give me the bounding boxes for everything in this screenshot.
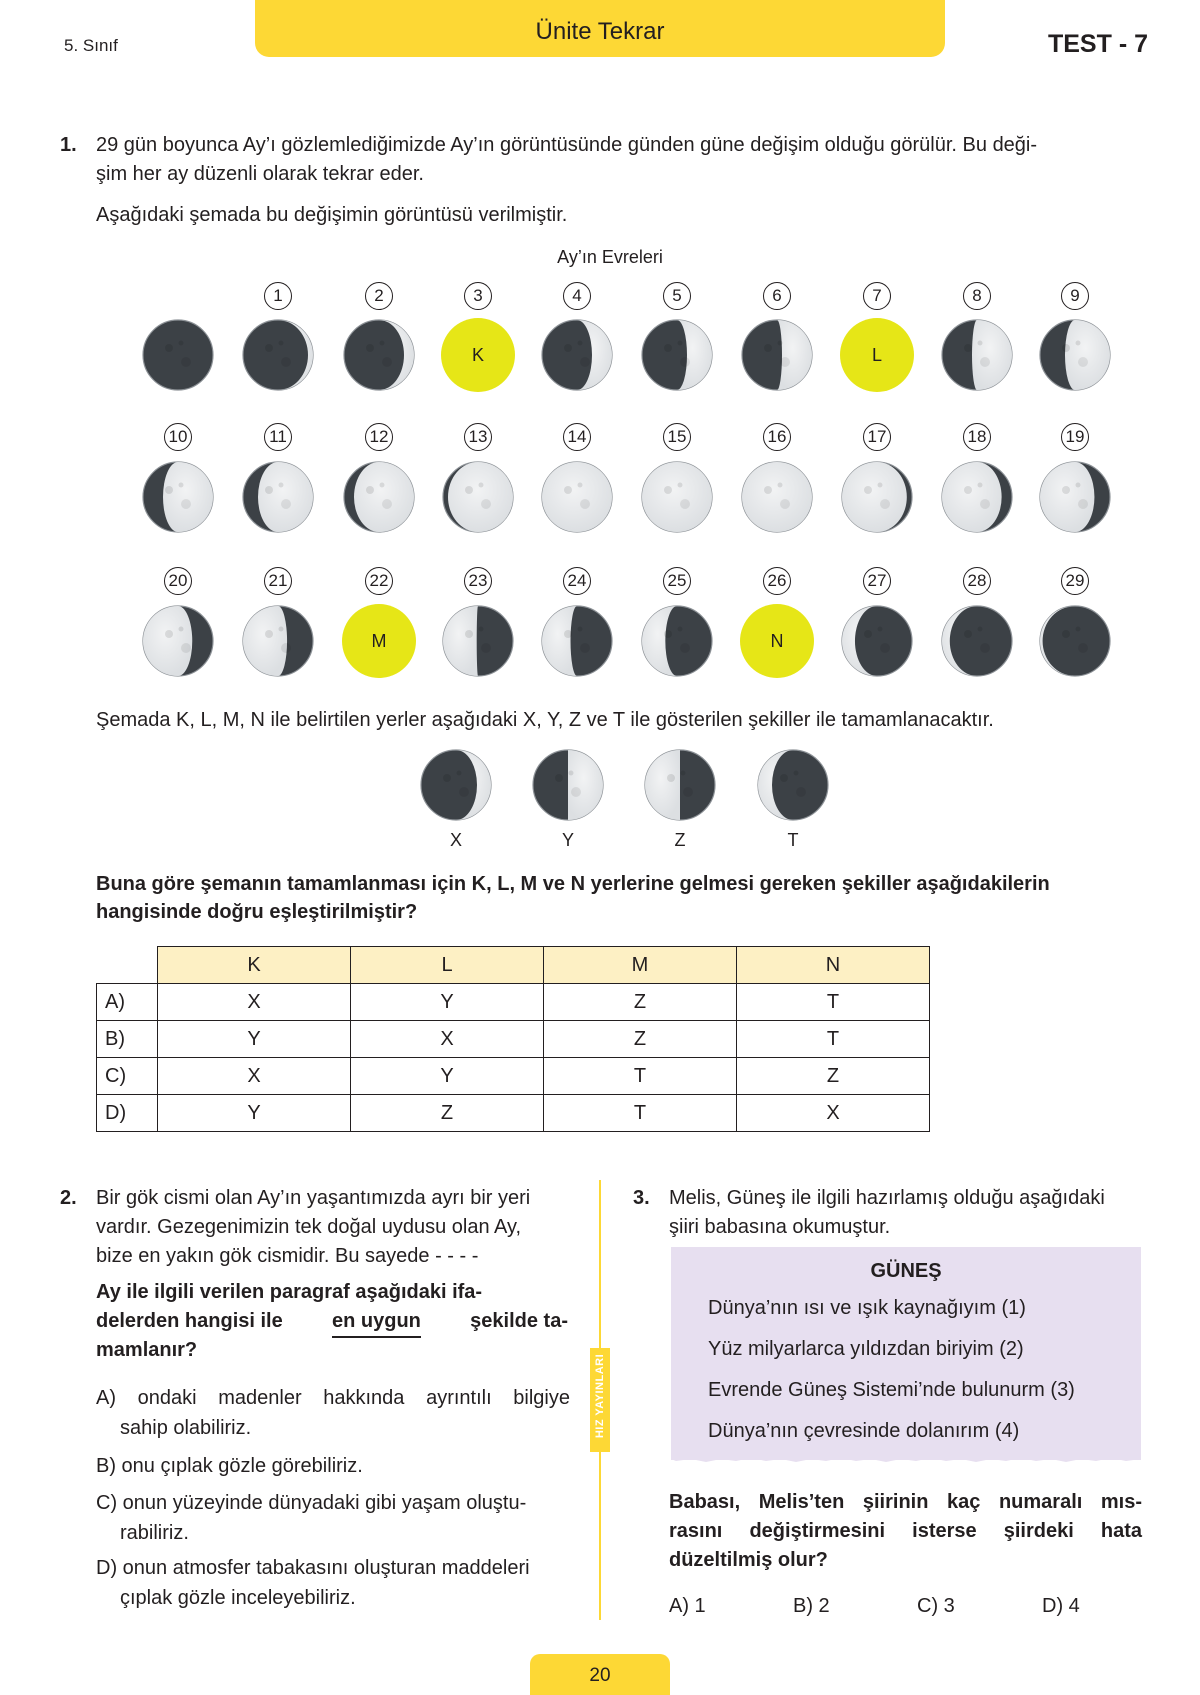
table-cell: Y — [351, 1058, 544, 1095]
phase-number: 10 — [164, 423, 192, 451]
q3-text-line1: Melis, Güneş ile ilgili hazırlamış olduğu aşağıdaki — [669, 1187, 1105, 1209]
table-cell: Z — [737, 1058, 930, 1095]
q3-text-line2: şiiri babasına okumuştur. — [669, 1216, 891, 1238]
placeholder-letter: K — [471, 345, 484, 365]
table-header: L — [351, 947, 544, 984]
phase-number: 1 — [264, 282, 292, 310]
moon-phase-icon — [342, 318, 416, 392]
table-cell: T — [737, 984, 930, 1021]
q1-intro-line1: 29 gün boyunca Ay’ı gözlemlediğimizde Ay’ın görüntüsünde günden güne değişim olduğu görülür. Bu deği- — [96, 134, 1038, 156]
moon-phase-icon — [840, 460, 914, 534]
moon-phase-icon — [141, 460, 215, 534]
placeholder-letter: N — [770, 631, 784, 651]
q2-question-line2 — [96, 1307, 568, 1338]
phase-number: 2 — [365, 282, 393, 310]
phase-number: 21 — [264, 567, 292, 595]
phase-number: 11 — [264, 423, 292, 451]
moon-phase-icon — [940, 604, 1014, 678]
row-label: A) — [97, 984, 158, 1021]
answer-table — [96, 946, 930, 1132]
option-moon-icon — [756, 748, 830, 822]
phase-number: 6 — [763, 282, 791, 310]
table-row[interactable] — [97, 1058, 930, 1095]
phase-number: 9 — [1061, 282, 1089, 310]
q2-question-line3: mamlanır? — [96, 1339, 198, 1361]
q1-intro-line2: şim her ay düzenli olarak tekrar eder. — [96, 163, 424, 185]
table-row[interactable] — [97, 1021, 930, 1058]
table-cell: X — [737, 1095, 930, 1132]
poem-line-2: Yüz milyarlarca yıldızdan biriyim (2) — [708, 1338, 1024, 1360]
poem-title: GÜNEŞ — [870, 1260, 942, 1282]
poem-torn-edge — [671, 1455, 1141, 1463]
q1-intro-line3: Aşağıdaki şemada bu değişimin görüntüsü verilmiştir. — [96, 204, 568, 226]
phase-number: 23 — [464, 567, 492, 595]
table-cell: Z — [351, 1095, 544, 1132]
q2-option-d[interactable]: D) onun atmosfer tabakasını oluşturan maddeleri — [96, 1557, 530, 1579]
moon-phase-icon — [241, 460, 315, 534]
phase-number: 14 — [563, 423, 591, 451]
q2-option-b[interactable]: B) onu çıplak gözle görebiliriz. — [96, 1455, 363, 1477]
table-cell: X — [158, 1058, 351, 1095]
phase-number: 8 — [963, 282, 991, 310]
moon-phase-icon — [241, 604, 315, 678]
q2-option-c-cont: rabiliriz. — [120, 1522, 189, 1544]
q2-text-line1: Bir gök cismi olan Ay’ın yaşantımızda ayrı bir yeri — [96, 1187, 531, 1209]
q3-option-c[interactable]: C) 3 — [917, 1595, 955, 1617]
phase-number: 25 — [663, 567, 691, 595]
phase-number: 15 — [663, 423, 691, 451]
row-label: D) — [97, 1095, 158, 1132]
poem-line-1: Dünya’nın ısı ve ışık kaynağıyım (1) — [708, 1297, 1026, 1319]
phase-number: 29 — [1061, 567, 1089, 595]
q3-option-d[interactable]: D) 4 — [1042, 1595, 1080, 1617]
page-number: 20 — [589, 1665, 611, 1686]
phase-number: 3 — [464, 282, 492, 310]
q3-question-line3: düzeltilmiş olur? — [669, 1549, 828, 1571]
phase-number: 19 — [1061, 423, 1089, 451]
moon-phase-icon — [540, 318, 614, 392]
table-cell: T — [737, 1021, 930, 1058]
q2-option-a[interactable]: A) ondaki madenler hakkında ayrıntılı bilgiye — [96, 1387, 570, 1409]
phase-number: 17 — [863, 423, 891, 451]
phase-number: 5 — [663, 282, 691, 310]
moon-phase-icon — [540, 604, 614, 678]
phase-number: 28 — [963, 567, 991, 595]
phase-number: 4 — [563, 282, 591, 310]
phase-number: 12 — [365, 423, 393, 451]
option-moon-icon — [643, 748, 717, 822]
moon-phase-icon — [141, 604, 215, 678]
table-row[interactable] — [97, 984, 930, 1021]
poem-line-3: Evrende Güneş Sistemi’nde bulunurm (3) — [708, 1379, 1075, 1401]
publisher-tag — [590, 1348, 610, 1452]
row-label: B) — [97, 1021, 158, 1058]
q3-option-b[interactable]: B) 2 — [793, 1595, 830, 1617]
option-moon-label: Y — [561, 830, 574, 850]
phase-number: 7 — [863, 282, 891, 310]
moon-phase-icon — [540, 460, 614, 534]
moon-phase-icon — [342, 460, 416, 534]
option-moon-label: X — [449, 830, 462, 850]
q2-option-c[interactable]: C) onun yüzeyinde dünyadaki gibi yaşam oluştu- — [96, 1492, 527, 1514]
q2-question-line2-a: delerden hangisi ile — [96, 1310, 283, 1332]
moon-phase-icon — [141, 318, 215, 392]
table-cell: T — [544, 1058, 737, 1095]
q2-number: 2. — [60, 1187, 77, 1209]
q2-text-line3: bize en yakın gök cismidir. Bu sayede - - - - — [96, 1245, 479, 1267]
table-header: M — [544, 947, 737, 984]
table-row[interactable] — [97, 1095, 930, 1132]
phase-number: 20 — [164, 567, 192, 595]
moon-phase-icon — [740, 460, 814, 534]
q2-emphasis: en uygun — [332, 1307, 421, 1338]
moon-phase-icon — [441, 460, 515, 534]
moon-phase-icon — [1038, 604, 1112, 678]
moon-phase-icon — [940, 318, 1014, 392]
moon-phase-icon — [940, 460, 1014, 534]
moon-phase-icon — [740, 318, 814, 392]
option-moon-label: Z — [674, 830, 686, 850]
publisher-tag-text: HIZ YAYINLARI — [594, 1353, 606, 1439]
moon-phase-icon — [1038, 460, 1112, 534]
table-cell: X — [351, 1021, 544, 1058]
phase-number: 22 — [365, 567, 393, 595]
table-header: N — [737, 947, 930, 984]
placeholder-letter: M — [371, 631, 387, 651]
q1-number: 1. — [60, 134, 77, 156]
row-label: C) — [97, 1058, 158, 1095]
table-cell: Z — [544, 1021, 737, 1058]
option-moon-label: T — [787, 830, 799, 850]
phase-number: 18 — [963, 423, 991, 451]
table-header: K — [158, 947, 351, 984]
moon-phase-icon — [640, 604, 714, 678]
placeholder-letter: L — [871, 345, 882, 365]
moon-phase-icon — [640, 460, 714, 534]
option-moon-icon — [531, 748, 605, 822]
unit-title: Ünite Tekrar — [535, 18, 665, 45]
q2-question-line1: Ay ile ilgili verilen paragraf aşağıdaki ifa- — [96, 1281, 483, 1303]
table-cell: X — [158, 984, 351, 1021]
q2-question-line2-c: şekilde ta- — [470, 1310, 568, 1332]
phase-number: 24 — [563, 567, 591, 595]
table-cell: T — [544, 1095, 737, 1132]
q1-question-line1: Buna göre şemanın tamamlanması için K, L, M ve N yerlerine gelmesi gereken şekiller aşağıdakilerin — [96, 873, 1050, 895]
table-corner — [97, 947, 158, 984]
q3-option-a[interactable]: A) 1 — [669, 1595, 706, 1617]
phase-number: 26 — [763, 567, 791, 595]
q2-option-d-cont: çıplak gözle inceleyebiliriz. — [120, 1587, 356, 1609]
phase-number: 13 — [464, 423, 492, 451]
table-cell: Y — [158, 1095, 351, 1132]
q1-instruction: Şemada K, L, M, N ile belirtilen yerler aşağıdaki X, Y, Z ve T ile gösterilen şekiller ile tamamlanacaktır. — [96, 709, 994, 731]
moon-phase-icon — [441, 604, 515, 678]
poem-line-4: Dünya’nın çevresinde dolanırım (4) — [708, 1420, 1020, 1442]
phase-number: 27 — [863, 567, 891, 595]
q3-question-line1: Babası, Melis’ten şiirinin kaç numaralı mıs- — [669, 1491, 1142, 1513]
test-label: TEST - 7 — [1047, 30, 1148, 58]
diagram-title: Ay’ın Evreleri — [557, 247, 663, 267]
q2-option-a-cont: sahip olabiliriz. — [120, 1417, 252, 1439]
moon-phase-icon — [640, 318, 714, 392]
moon-phase-icon — [241, 318, 315, 392]
phase-number: 16 — [763, 423, 791, 451]
table-cell: Y — [158, 1021, 351, 1058]
grade-label: 5. Sınıf — [64, 36, 118, 55]
option-moon-icon — [419, 748, 493, 822]
q3-question-line2: rasını değiştirmesini isterse şiirdeki hata — [669, 1520, 1142, 1542]
table-cell: Z — [544, 984, 737, 1021]
moon-phase-icon — [1038, 318, 1112, 392]
q2-text-line2: vardır. Gezegenimizin tek doğal uydusu olan Ay, — [96, 1216, 522, 1238]
moon-phase-icon — [840, 604, 914, 678]
table-cell: Y — [351, 984, 544, 1021]
q1-question-line2: hangisinde doğru eşleştirilmiştir? — [96, 901, 418, 923]
q3-number: 3. — [633, 1187, 650, 1209]
